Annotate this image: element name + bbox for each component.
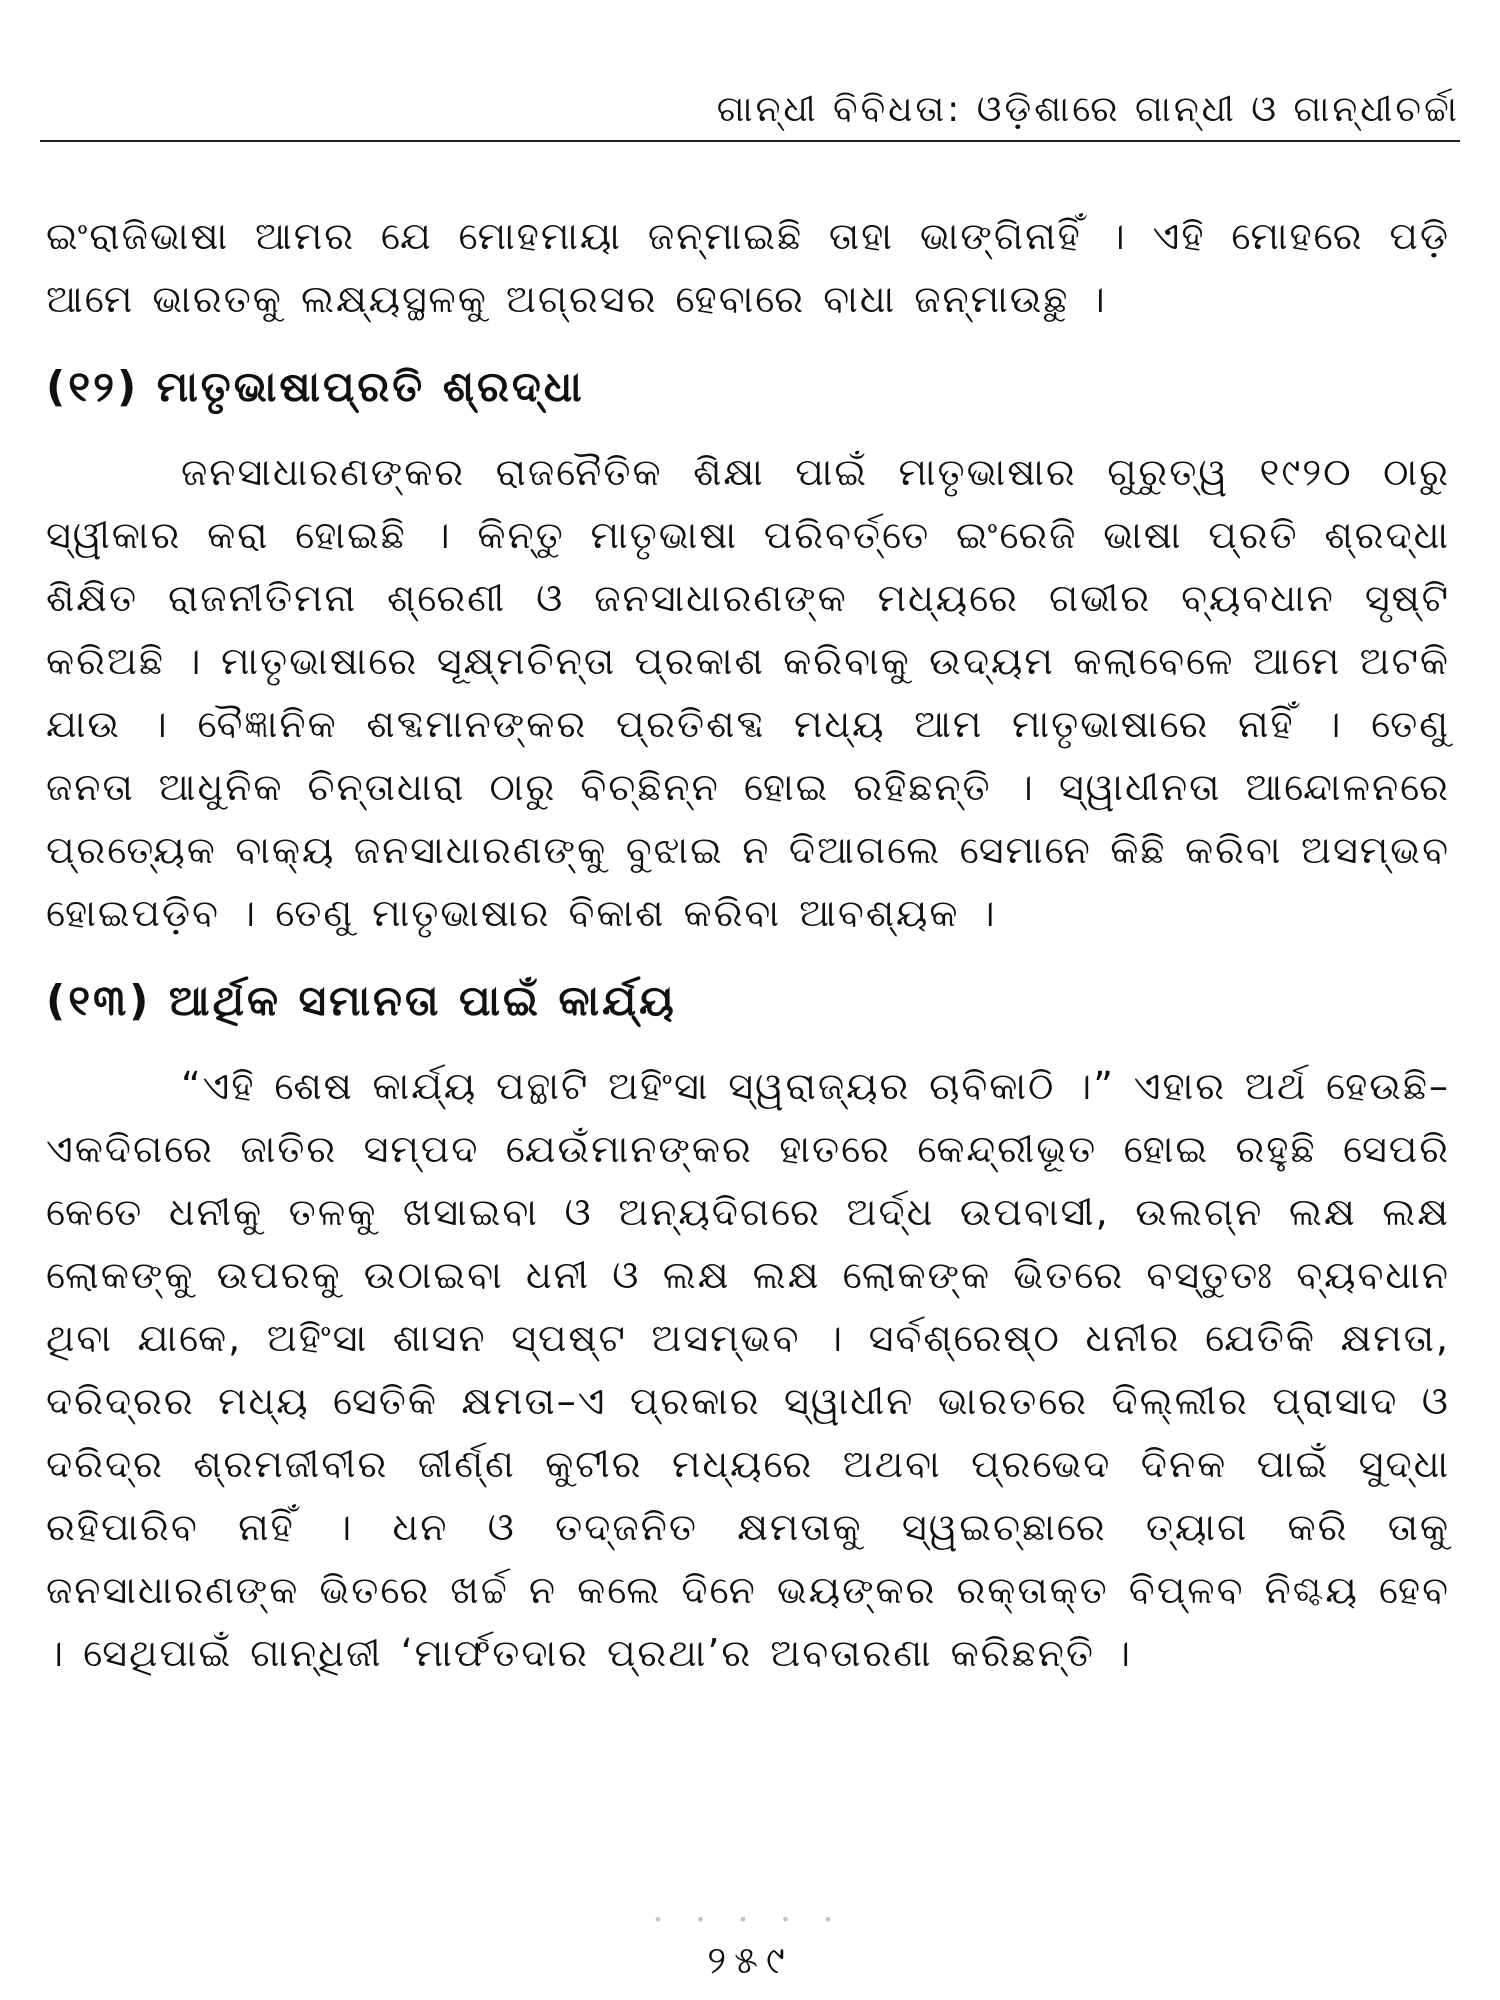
section-paragraph-12: ଜନସାଧାରଣଙ୍କର ରାଜନୈତିକ ଶିକ୍ଷା ପାଇଁ ମାତୃଭାଷାର ଗୁରୁତ୍ୱ ୧୯୨୦ ଠାରୁ ସ୍ୱୀକାର କରା ହୋଇଛି । କିନ୍ତୁ ମାତୃଭାଷା ପରିବର୍ତ୍ତେ ଇଂରେଜି ଭାଷା ପ୍ରତି ଶ୍ରଦ୍ଧା ଶିକ୍ଷିତ ରାଜନୀତିମନା ଶ୍ରେଣୀ ଓ ଜନସାଧାରଣଙ୍କ ମଧ୍ୟରେ ଗଭୀର ବ୍ୟବଧାନ ସୃଷ୍ଟି କରିଅଛି । ମାତୃଭାଷାରେ ସୂକ୍ଷ୍ମଚିନ୍ତା ପ୍ରକାଶ କରିବାକୁ ଉଦ୍ୟମ କଲାବେଳେ ଆମେ ଅଟକି ଯାଉ । ବୈଜ୍ଞାନିକ ଶବ୍ଦମାନଙ୍କର ପ୍ରତିଶବ୍ଦ ମଧ୍ୟ ଆମ ମାତୃଭାଷାରେ ନାହିଁ । ତେଣୁ ଜନତା ଆଧୁନିକ ଚିନ୍ତାଧାରା ଠାରୁ ବିଚ୍ଛିନ୍ନ ହୋଇ ରହିଛନ୍ତି । ସ୍ୱାଧୀନତା ଆନ୍ଦୋଳନରେ ପ୍ରତ୍ୟେକ ବାକ୍ୟ ଜନସାଧାରଣଙ୍କୁ ବୁଝାଇ ନ ଦିଆଗଲେ ସେମାନେ କିଛି କରିବା ଅସମ୍ଭବ ହୋଇପଡ଼ିବ । ତେଣୁ ମାତୃଭାଷାର ବିକାଶ କରିବା ଆବଶ୍ୟକ । bbox=[46, 450, 1450, 935]
section-heading-13: (୧୩) ଆର୍ଥିକ ସମାନତା ପାଇଁ କାର୍ଯ୍ୟ bbox=[46, 976, 677, 1025]
section-heading-12: (୧୨) ମାତୃଭାଷାପ୍ରତି ଶ୍ରଦ୍ଧା bbox=[46, 362, 585, 411]
section-paragraph-13: “ଏହି ଶେଷ କାର୍ଯ୍ୟ ପନ୍ଥାଟି ଅହିଂସା ସ୍ୱରାଜ୍ୟର ଚାବିକାଠି ।” ଏହାର ଅର୍ଥ ହେଉଛି–ଏକଦିଗରେ ଜାତିର ସମ୍ପଦ ଯେଉଁମାନଙ୍କର ହାତରେ କେନ୍ଦ୍ରୀଭୂତ ହୋଇ ରହୁଛି ସେପରି କେତେ ଧନୀକୁ ତଳକୁ ଖସାଇବା ଓ ଅନ୍ୟଦିଗରେ ଅର୍ଦ୍ଧ ଉପବାସୀ, ଉଲଗ୍ନ ଲକ୍ଷ ଲକ୍ଷ ଲୋକଙ୍କୁ ଉପରକୁ ଉଠାଇବା ଧନୀ ଓ ଲକ୍ଷ ଲକ୍ଷ ଲୋକଙ୍କ ଭିତରେ ବସ୍ତୁତଃ ବ୍ୟବଧାନ ଥିବା ଯାକେ, ଅହିଂସା ଶାସନ ସ୍ପଷ୍ଟ ଅସମ୍ଭବ । ସର୍ବଶ୍ରେଷ୍ଠ ଧନୀର ଯେତିକି କ୍ଷମତା, ଦରିଦ୍ରର ମଧ୍ୟ ସେତିକି କ୍ଷମତା–ଏ ପ୍ରକାର ସ୍ୱାଧୀନ ଭାରତରେ ଦିଲ୍ଲୀର ପ୍ରାସାଦ ଓ ଦରିଦ୍ର ଶ୍ରମଜୀବୀର ଜୀର୍ଣ୍ଣ କୁଟୀର ମଧ୍ୟରେ ଅଥବା ପ୍ରଭେଦ ଦିନକ ପାଇଁ ସୁଦ୍ଧା ରହିପାରିବ ନାହିଁ । ଧନ ଓ ତଦ୍‌ଜନିତ କ୍ଷମତାକୁ ସ୍ୱଇଚ୍ଛାରେ ତ୍ୟାଗ କରି ତାକୁ ଜନସାଧାରଣଙ୍କ ଭିତରେ ଖର୍ଚ୍ଚ ନ କଲେ ଦିନେ ଭୟଙ୍କର ରକ୍ତାକ୍ତ ବିପ୍ଳବ ନିଶ୍ଚୟ ହେବ । ସେଥିପାଇଁ ଗାନ୍ଧିଜୀ ‘ମାର୍ଫତଦାର ପ୍ରଥା’ର ଅବତାରଣା କରିଛନ୍ତି । bbox=[46, 1064, 1450, 1675]
running-header: ଗାନ୍ଧୀ ବିବିଧତା: ଓଡ଼ିଶାରେ ଗାନ୍ଧୀ ଓ ଗାନ୍ଧୀଚର୍ଚ୍ଚା bbox=[716, 89, 1460, 130]
header-rule bbox=[40, 140, 1460, 142]
page-body bbox=[46, 205, 1450, 1685]
page-number: ୨୫୯ bbox=[707, 1938, 793, 1982]
intro-paragraph: ଇଂରାଜିଭାଷା ଆମର ଯେ ମୋହମାୟା ଜନ୍ମାଇଛି ତାହା ଭାଙ୍ଗିନାହିଁ । ଏହି ମୋହରେ ପଡ଼ି ଆମେ ଭାରତକୁ ଲକ୍ଷ୍ୟସ୍ଥଳକୁ ଅଗ୍ରସର ହେବାରେ ବାଧା ଜନ୍ମାଉଛୁ । bbox=[46, 214, 1450, 321]
folio-ornament: • • • • • bbox=[653, 1910, 847, 1929]
